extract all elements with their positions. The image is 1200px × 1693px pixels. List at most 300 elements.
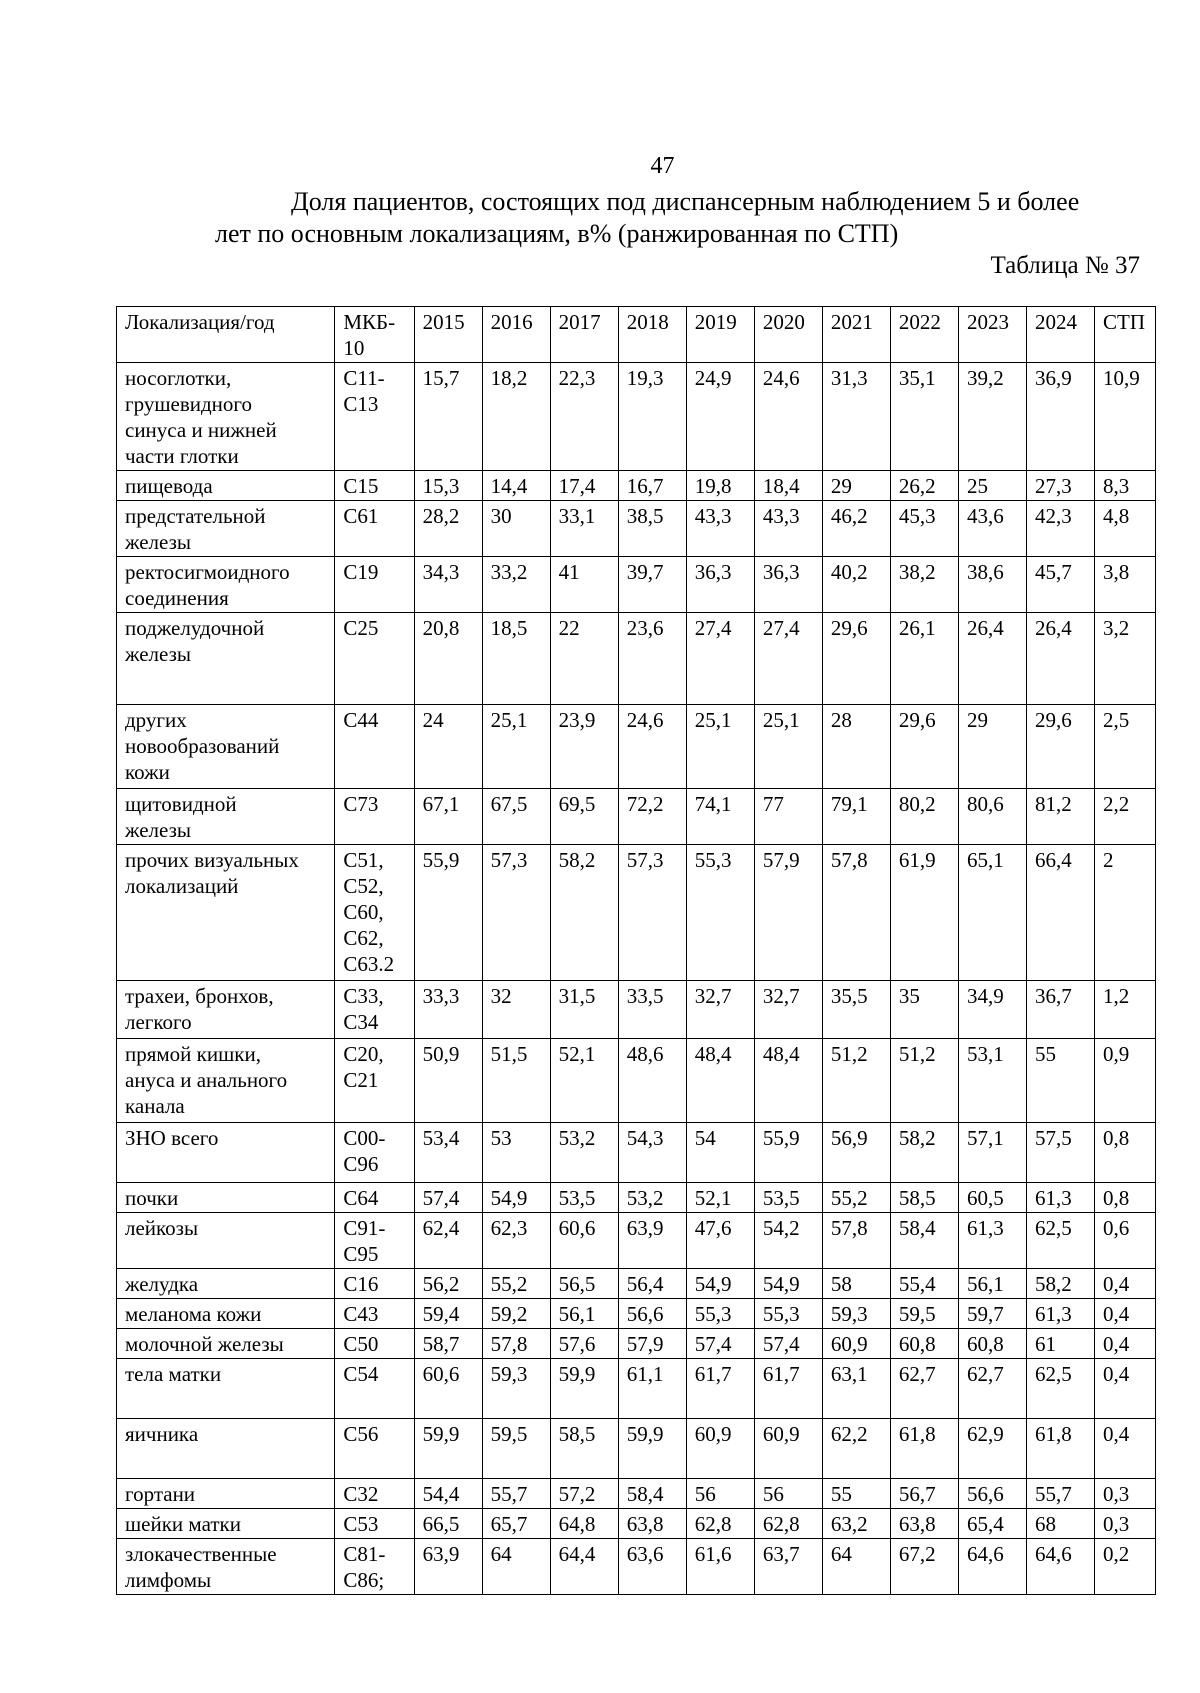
- value-cell: 57,5: [1027, 1123, 1095, 1183]
- value-cell: 16,7: [618, 471, 686, 501]
- value-cell: 29: [958, 705, 1026, 789]
- value-cell: 57,8: [822, 845, 890, 981]
- icd-code-cell: С54: [335, 1359, 414, 1419]
- localization-cell: лейкозы: [117, 1213, 335, 1269]
- value-cell: 56,2: [414, 1269, 482, 1299]
- value-cell: 38,2: [890, 557, 958, 613]
- table-row: [117, 501, 1156, 557]
- table-row: [117, 789, 1156, 845]
- value-cell: 58,2: [890, 1123, 958, 1183]
- stp-cell: 3,8: [1095, 557, 1156, 613]
- value-cell: 54,3: [618, 1123, 686, 1183]
- value-cell: 57,1: [958, 1123, 1026, 1183]
- value-cell: 63,9: [414, 1539, 482, 1595]
- value-cell: 61,3: [1027, 1299, 1095, 1329]
- value-cell: 52,1: [550, 1039, 618, 1123]
- value-cell: 61,6: [686, 1539, 754, 1595]
- table-row: [117, 1269, 1156, 1299]
- value-cell: 55,3: [754, 1299, 822, 1329]
- value-cell: 80,6: [958, 789, 1026, 845]
- value-cell: 17,4: [550, 471, 618, 501]
- table-row: [117, 557, 1156, 613]
- table-row: [117, 981, 1156, 1039]
- stp-cell: 10,9: [1095, 363, 1156, 471]
- localization-cell: пищевода: [117, 471, 335, 501]
- value-cell: 31,3: [822, 363, 890, 471]
- value-cell: 22: [550, 613, 618, 705]
- stp-cell: 0,4: [1095, 1269, 1156, 1299]
- icd-code-cell: С16: [335, 1269, 414, 1299]
- localization-cell: трахеи, бронхов, легкого: [117, 981, 335, 1039]
- stp-cell: 1,2: [1095, 981, 1156, 1039]
- value-cell: 18,2: [482, 363, 550, 471]
- icd-code-cell: С19: [335, 557, 414, 613]
- icd-code-cell: С73: [335, 789, 414, 845]
- value-cell: 24,6: [618, 705, 686, 789]
- value-cell: 56,5: [550, 1269, 618, 1299]
- value-cell: 65,4: [958, 1509, 1026, 1539]
- value-cell: 57,9: [618, 1329, 686, 1359]
- table-row: [117, 363, 1156, 471]
- data-table: [116, 306, 1156, 1595]
- localization-cell: предстательной железы: [117, 501, 335, 557]
- value-cell: 29: [822, 471, 890, 501]
- value-cell: 33,5: [618, 981, 686, 1039]
- stp-cell: 0,4: [1095, 1329, 1156, 1359]
- value-cell: 62,7: [890, 1359, 958, 1419]
- localization-cell: поджелудочной железы: [117, 613, 335, 705]
- value-cell: 32: [482, 981, 550, 1039]
- header-cell: 2019: [686, 307, 754, 363]
- value-cell: 60,9: [822, 1329, 890, 1359]
- value-cell: 25,1: [754, 705, 822, 789]
- value-cell: 63,8: [618, 1509, 686, 1539]
- value-cell: 59,7: [958, 1299, 1026, 1329]
- stp-cell: 0,3: [1095, 1479, 1156, 1509]
- value-cell: 61,8: [1027, 1419, 1095, 1479]
- value-cell: 57,4: [686, 1329, 754, 1359]
- value-cell: 61,3: [1027, 1183, 1095, 1213]
- value-cell: 59,9: [550, 1359, 618, 1419]
- value-cell: 47,6: [686, 1213, 754, 1269]
- value-cell: 54,9: [686, 1269, 754, 1299]
- value-cell: 54,9: [754, 1269, 822, 1299]
- value-cell: 51,2: [890, 1039, 958, 1123]
- value-cell: 23,9: [550, 705, 618, 789]
- value-cell: 48,6: [618, 1039, 686, 1123]
- localization-cell: яичника: [117, 1419, 335, 1479]
- value-cell: 54,2: [754, 1213, 822, 1269]
- stp-cell: 0,9: [1095, 1039, 1156, 1123]
- table-row: [117, 471, 1156, 501]
- value-cell: 58,4: [890, 1213, 958, 1269]
- value-cell: 55,3: [686, 845, 754, 981]
- value-cell: 55,3: [686, 1299, 754, 1329]
- value-cell: 57,8: [482, 1329, 550, 1359]
- value-cell: 36,3: [754, 557, 822, 613]
- value-cell: 23,6: [618, 613, 686, 705]
- value-cell: 67,5: [482, 789, 550, 845]
- icd-code-cell: С00- С96: [335, 1123, 414, 1183]
- value-cell: 55,9: [754, 1123, 822, 1183]
- value-cell: 63,7: [754, 1539, 822, 1595]
- localization-cell: ректосигмоидного соединения: [117, 557, 335, 613]
- value-cell: 33,1: [550, 501, 618, 557]
- value-cell: 52,1: [686, 1183, 754, 1213]
- value-cell: 25,1: [686, 705, 754, 789]
- value-cell: 19,3: [618, 363, 686, 471]
- value-cell: 24: [414, 705, 482, 789]
- value-cell: 64: [482, 1539, 550, 1595]
- value-cell: 15,7: [414, 363, 482, 471]
- value-cell: 59,5: [890, 1299, 958, 1329]
- value-cell: 57,8: [822, 1213, 890, 1269]
- icd-code-cell: С33, С34: [335, 981, 414, 1039]
- value-cell: 25,1: [482, 705, 550, 789]
- value-cell: 58,2: [550, 845, 618, 981]
- value-cell: 53,5: [550, 1183, 618, 1213]
- value-cell: 35,5: [822, 981, 890, 1039]
- localization-cell: других новообразований кожи: [117, 705, 335, 789]
- value-cell: 53: [482, 1123, 550, 1183]
- value-cell: 41: [550, 557, 618, 613]
- value-cell: 26,4: [1027, 613, 1095, 705]
- value-cell: 65,7: [482, 1509, 550, 1539]
- localization-cell: желудка: [117, 1269, 335, 1299]
- value-cell: 29,6: [822, 613, 890, 705]
- value-cell: 45,7: [1027, 557, 1095, 613]
- table-row: [117, 1539, 1156, 1595]
- icd-code-cell: С61: [335, 501, 414, 557]
- stp-cell: 2,2: [1095, 789, 1156, 845]
- value-cell: 66,5: [414, 1509, 482, 1539]
- stp-cell: 2,5: [1095, 705, 1156, 789]
- icd-code-cell: С43: [335, 1299, 414, 1329]
- value-cell: 26,1: [890, 613, 958, 705]
- value-cell: 54: [686, 1123, 754, 1183]
- header-cell: Локализация/год: [117, 307, 335, 363]
- table-row: [117, 613, 1156, 705]
- localization-cell: носоглотки, грушевидного синуса и нижней части глотки: [117, 363, 335, 471]
- value-cell: 62,8: [686, 1509, 754, 1539]
- value-cell: 58,4: [618, 1479, 686, 1509]
- value-cell: 58,2: [1027, 1269, 1095, 1299]
- value-cell: 55,7: [1027, 1479, 1095, 1509]
- value-cell: 61,7: [754, 1359, 822, 1419]
- stp-cell: 0,8: [1095, 1183, 1156, 1213]
- table-row: [117, 1509, 1156, 1539]
- header-cell: СТП: [1095, 307, 1156, 363]
- table-row: [117, 1299, 1156, 1329]
- value-cell: 39,2: [958, 363, 1026, 471]
- value-cell: 28: [822, 705, 890, 789]
- value-cell: 60,8: [958, 1329, 1026, 1359]
- value-cell: 54,4: [414, 1479, 482, 1509]
- value-cell: 63,1: [822, 1359, 890, 1419]
- value-cell: 62,7: [958, 1359, 1026, 1419]
- value-cell: 24,9: [686, 363, 754, 471]
- value-cell: 67,2: [890, 1539, 958, 1595]
- value-cell: 27,3: [1027, 471, 1095, 501]
- table-row: [117, 1329, 1156, 1359]
- value-cell: 42,3: [1027, 501, 1095, 557]
- value-cell: 81,2: [1027, 789, 1095, 845]
- value-cell: 40,2: [822, 557, 890, 613]
- value-cell: 18,5: [482, 613, 550, 705]
- value-cell: 62,8: [754, 1509, 822, 1539]
- value-cell: 48,4: [754, 1039, 822, 1123]
- value-cell: 56: [754, 1479, 822, 1509]
- table-row: [117, 1419, 1156, 1479]
- value-cell: 56,7: [890, 1479, 958, 1509]
- value-cell: 27,4: [754, 613, 822, 705]
- value-cell: 55,4: [890, 1269, 958, 1299]
- value-cell: 66,4: [1027, 845, 1095, 981]
- value-cell: 22,3: [550, 363, 618, 471]
- value-cell: 64: [822, 1539, 890, 1595]
- document-title: [215, 186, 1115, 250]
- value-cell: 50,9: [414, 1039, 482, 1123]
- value-cell: 60,8: [890, 1329, 958, 1359]
- icd-code-cell: С64: [335, 1183, 414, 1213]
- value-cell: 59,9: [618, 1419, 686, 1479]
- value-cell: 64,6: [958, 1539, 1026, 1595]
- header-cell: 2024: [1027, 307, 1095, 363]
- localization-cell: тела матки: [117, 1359, 335, 1419]
- value-cell: 77: [754, 789, 822, 845]
- value-cell: 54,9: [482, 1183, 550, 1213]
- value-cell: 79,1: [822, 789, 890, 845]
- value-cell: 57,4: [414, 1183, 482, 1213]
- value-cell: 43,3: [686, 501, 754, 557]
- stp-cell: 8,3: [1095, 471, 1156, 501]
- header-cell: 2016: [482, 307, 550, 363]
- value-cell: 65,1: [958, 845, 1026, 981]
- value-cell: 25: [958, 471, 1026, 501]
- value-cell: 43,6: [958, 501, 1026, 557]
- localization-cell: злокачественные лимфомы: [117, 1539, 335, 1595]
- value-cell: 72,2: [618, 789, 686, 845]
- value-cell: 58,7: [414, 1329, 482, 1359]
- localization-cell: гортани: [117, 1479, 335, 1509]
- value-cell: 56,4: [618, 1269, 686, 1299]
- value-cell: 19,8: [686, 471, 754, 501]
- value-cell: 57,6: [550, 1329, 618, 1359]
- value-cell: 57,3: [618, 845, 686, 981]
- value-cell: 57,3: [482, 845, 550, 981]
- value-cell: 57,4: [754, 1329, 822, 1359]
- header-cell: МКБ- 10: [335, 307, 414, 363]
- value-cell: 63,6: [618, 1539, 686, 1595]
- value-cell: 29,6: [890, 705, 958, 789]
- value-cell: 24,6: [754, 363, 822, 471]
- value-cell: 53,4: [414, 1123, 482, 1183]
- value-cell: 39,7: [618, 557, 686, 613]
- icd-code-cell: С32: [335, 1479, 414, 1509]
- value-cell: 58,5: [550, 1419, 618, 1479]
- value-cell: 58,5: [890, 1183, 958, 1213]
- value-cell: 80,2: [890, 789, 958, 845]
- value-cell: 58: [822, 1269, 890, 1299]
- value-cell: 59,3: [482, 1359, 550, 1419]
- icd-code-cell: С20, С21: [335, 1039, 414, 1123]
- value-cell: 56,9: [822, 1123, 890, 1183]
- value-cell: 60,6: [414, 1359, 482, 1419]
- value-cell: 51,2: [822, 1039, 890, 1123]
- value-cell: 59,3: [822, 1299, 890, 1329]
- value-cell: 53,1: [958, 1039, 1026, 1123]
- stp-cell: 3,2: [1095, 613, 1156, 705]
- value-cell: 35: [890, 981, 958, 1039]
- value-cell: 61,1: [618, 1359, 686, 1419]
- value-cell: 63,2: [822, 1509, 890, 1539]
- stp-cell: 2: [1095, 845, 1156, 981]
- value-cell: 67,1: [414, 789, 482, 845]
- icd-code-cell: С25: [335, 613, 414, 705]
- localization-cell: почки: [117, 1183, 335, 1213]
- value-cell: 61,8: [890, 1419, 958, 1479]
- value-cell: 55,2: [482, 1269, 550, 1299]
- table-row: [117, 1213, 1156, 1269]
- table-header-row: [117, 307, 1156, 363]
- value-cell: 59,5: [482, 1419, 550, 1479]
- value-cell: 34,3: [414, 557, 482, 613]
- value-cell: 36,3: [686, 557, 754, 613]
- value-cell: 63,8: [890, 1509, 958, 1539]
- value-cell: 33,3: [414, 981, 482, 1039]
- value-cell: 46,2: [822, 501, 890, 557]
- value-cell: 59,2: [482, 1299, 550, 1329]
- value-cell: 20,8: [414, 613, 482, 705]
- value-cell: 57,2: [550, 1479, 618, 1509]
- header-cell: 2021: [822, 307, 890, 363]
- value-cell: 55,7: [482, 1479, 550, 1509]
- value-cell: 53,2: [618, 1183, 686, 1213]
- header-cell: 2015: [414, 307, 482, 363]
- value-cell: 55,9: [414, 845, 482, 981]
- icd-code-cell: С50: [335, 1329, 414, 1359]
- value-cell: 35,1: [890, 363, 958, 471]
- table-row: [117, 1039, 1156, 1123]
- table-row: [117, 845, 1156, 981]
- value-cell: 30: [482, 501, 550, 557]
- icd-code-cell: С91- С95: [335, 1213, 414, 1269]
- header-cell: 2023: [958, 307, 1026, 363]
- value-cell: 61,7: [686, 1359, 754, 1419]
- value-cell: 55,2: [822, 1183, 890, 1213]
- page-number: 47: [650, 153, 675, 179]
- value-cell: 26,2: [890, 471, 958, 501]
- value-cell: 56,1: [550, 1299, 618, 1329]
- value-cell: 27,4: [686, 613, 754, 705]
- value-cell: 53,5: [754, 1183, 822, 1213]
- title-line-1: Доля пациентов, состоящих под диспансерным наблюдением 5 и более: [291, 187, 1080, 216]
- localization-cell: прямой кишки, ануса и анального канала: [117, 1039, 335, 1123]
- value-cell: 56,1: [958, 1269, 1026, 1299]
- value-cell: 32,7: [754, 981, 822, 1039]
- stp-cell: 0,3: [1095, 1509, 1156, 1539]
- icd-code-cell: С53: [335, 1509, 414, 1539]
- stp-cell: 0,4: [1095, 1359, 1156, 1419]
- table-row: [117, 1183, 1156, 1213]
- value-cell: 62,4: [414, 1213, 482, 1269]
- table-label: Таблица № 37: [990, 252, 1140, 279]
- value-cell: 55: [822, 1479, 890, 1509]
- header-cell: 2020: [754, 307, 822, 363]
- header-cell: 2017: [550, 307, 618, 363]
- header-cell: 2018: [618, 307, 686, 363]
- value-cell: 64,8: [550, 1509, 618, 1539]
- value-cell: 62,5: [1027, 1213, 1095, 1269]
- table-row: [117, 1479, 1156, 1509]
- localization-cell: ЗНО всего: [117, 1123, 335, 1183]
- stp-cell: 0,2: [1095, 1539, 1156, 1595]
- localization-cell: прочих визуальных локализаций: [117, 845, 335, 981]
- value-cell: 59,4: [414, 1299, 482, 1329]
- value-cell: 63,9: [618, 1213, 686, 1269]
- value-cell: 69,5: [550, 789, 618, 845]
- value-cell: 62,9: [958, 1419, 1026, 1479]
- header-cell: 2022: [890, 307, 958, 363]
- value-cell: 33,2: [482, 557, 550, 613]
- value-cell: 61: [1027, 1329, 1095, 1359]
- value-cell: 45,3: [890, 501, 958, 557]
- value-cell: 28,2: [414, 501, 482, 557]
- value-cell: 64,6: [1027, 1539, 1095, 1595]
- icd-code-cell: С15: [335, 471, 414, 501]
- value-cell: 61,3: [958, 1213, 1026, 1269]
- value-cell: 56,6: [618, 1299, 686, 1329]
- value-cell: 48,4: [686, 1039, 754, 1123]
- value-cell: 60,5: [958, 1183, 1026, 1213]
- stp-cell: 0,6: [1095, 1213, 1156, 1269]
- value-cell: 43,3: [754, 501, 822, 557]
- value-cell: 60,9: [686, 1419, 754, 1479]
- icd-code-cell: С81- С86;: [335, 1539, 414, 1595]
- value-cell: 55: [1027, 1039, 1095, 1123]
- icd-code-cell: С11- С13: [335, 363, 414, 471]
- value-cell: 61,9: [890, 845, 958, 981]
- value-cell: 29,6: [1027, 705, 1095, 789]
- stp-cell: 0,8: [1095, 1123, 1156, 1183]
- value-cell: 38,6: [958, 557, 1026, 613]
- value-cell: 14,4: [482, 471, 550, 501]
- value-cell: 62,3: [482, 1213, 550, 1269]
- value-cell: 68: [1027, 1509, 1095, 1539]
- value-cell: 62,2: [822, 1419, 890, 1479]
- localization-cell: щитовидной железы: [117, 789, 335, 845]
- value-cell: 56: [686, 1479, 754, 1509]
- icd-code-cell: С44: [335, 705, 414, 789]
- value-cell: 64,4: [550, 1539, 618, 1595]
- value-cell: 31,5: [550, 981, 618, 1039]
- stp-cell: 0,4: [1095, 1419, 1156, 1479]
- value-cell: 60,9: [754, 1419, 822, 1479]
- localization-cell: молочной железы: [117, 1329, 335, 1359]
- title-line-2: лет по основным локализациям, в% (ранжированная по СТП): [215, 219, 899, 248]
- value-cell: 38,5: [618, 501, 686, 557]
- table-row: [117, 705, 1156, 789]
- value-cell: 62,5: [1027, 1359, 1095, 1419]
- value-cell: 53,2: [550, 1123, 618, 1183]
- value-cell: 32,7: [686, 981, 754, 1039]
- value-cell: 60,6: [550, 1213, 618, 1269]
- value-cell: 36,7: [1027, 981, 1095, 1039]
- value-cell: 74,1: [686, 789, 754, 845]
- stp-cell: 4,8: [1095, 501, 1156, 557]
- localization-cell: меланома кожи: [117, 1299, 335, 1329]
- value-cell: 36,9: [1027, 363, 1095, 471]
